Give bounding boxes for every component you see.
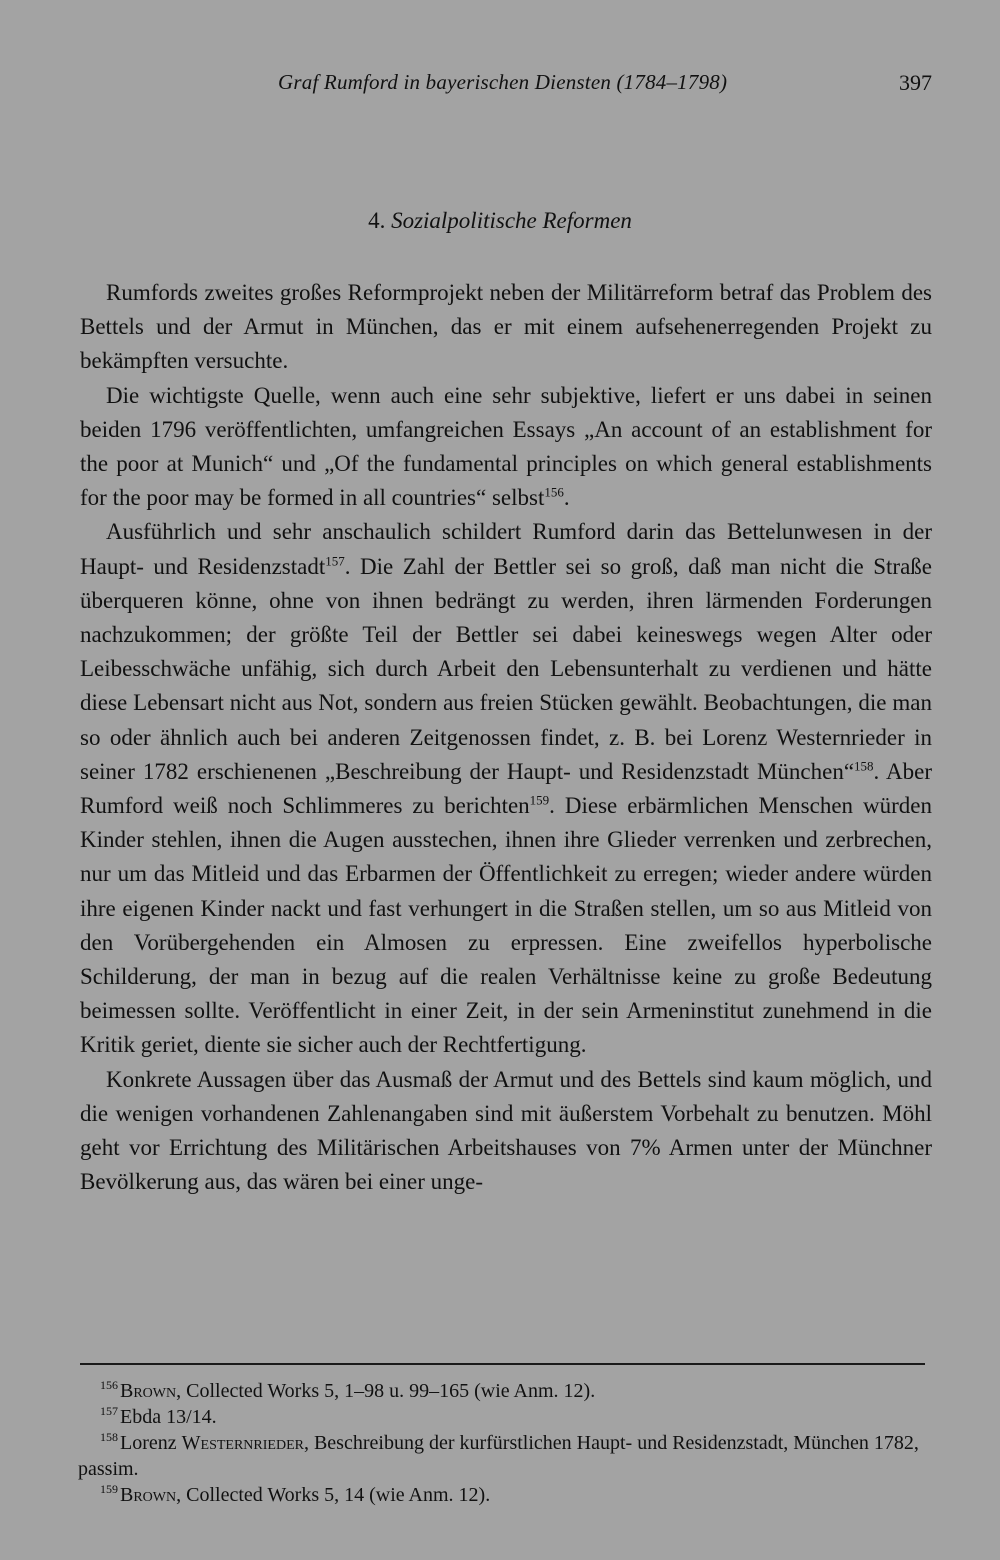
running-title: Graf Rumford in bayerischen Diensten (1784–1798) — [278, 70, 728, 94]
footnote-text: , Collected Works 5, 14 (wie Anm. 12). — [176, 1484, 491, 1506]
footnote-author: Brown — [120, 1380, 177, 1402]
footnote-author: Westernrieder — [181, 1432, 304, 1454]
footnote-ref[interactable]: 156 — [544, 484, 564, 500]
paragraph-text: Die wichtigste Quelle, wenn auch eine sehr subjektive, liefert er uns dabei in seinen beiden 1796 veröffentlichten, umfangreichen Essays „An account of an establishment for the poor at Munich“ und „Of the fundamental principles on which general establishments for the poor may be formed in all countries“ selbst — [80, 382, 932, 511]
footnote-text: , Collected Works 5, 1–98 u. 99–165 (wie Anm. 12). — [176, 1380, 596, 1402]
footnote-text: Ebda 13/14. — [120, 1406, 217, 1428]
paragraph-text: . — [563, 485, 570, 511]
paragraph-text: . Die Zahl der Bettler sei so groß, daß man nicht die Straße überqueren könne, ohne von ihnen bedrängt zu werden, ihren lärmenden Forderungen nachzukommen; der größte Teil der Bettler sei dabei keineswegs wegen Alter oder Leibesschwäche unfähig, sich durch Arbeit den Lebensunterhalt zu verdienen und hätte diese Lebensart nicht aus Not, sondern aus freien Stücken gewählt. Beobachtungen, die man so oder ähnlich auch bei anderen Zeitgenossen findet, z. B. bei Lorenz Westernrieder in seiner 1782 erschienenen „Beschreibung der Haupt- und Residenzstadt München“ — [80, 553, 933, 784]
footnotes — [78, 1378, 934, 1508]
section-title: Sozialpolitische Reformen — [391, 208, 632, 233]
footnote-divider — [80, 1363, 925, 1365]
paragraph — [80, 515, 932, 1062]
section-heading — [0, 208, 1000, 234]
paragraph-text: Konkrete Aussagen über das Ausmaß der Armut und des Bettels sind kaum möglich, und die wenigen vorhandenen Zahlenangaben sind mit äußerstem Vorbehalt zu benutzen. Möhl geht vor Errichtung des Militärischen Arbeitshauses von 7% Armen unter der Münchner Bevölkerung aus, das wären bei einer unge- — [80, 1066, 932, 1195]
paragraph-text: Rumfords zweites großes Reformprojekt neben der Militärreform betraf das Problem des Bettels und der Armut in München, das er mit einem aufsehenerregenden Projekt zu bekämpften versuchte. — [80, 280, 932, 374]
paragraph-text: . Aber Rumford weiß noch Schlimmeres zu berichten — [80, 758, 932, 819]
paragraph — [80, 379, 932, 516]
footnote-author: Brown — [120, 1484, 177, 1506]
page-header — [0, 70, 1000, 106]
paragraph-text: Ausführlich und sehr anschaulich schildert Rumford darin das Bettelunwesen in der Haupt- und Residenzstadt — [80, 519, 932, 579]
footnote: 158 Lorenz Westernrieder, Beschreibung der kurfürstlichen Haupt- und Residenzstadt, München 1782, passim. — [78, 1430, 919, 1480]
footnote-ref[interactable]: 158 — [854, 758, 874, 774]
footnote-ref[interactable]: 159 — [529, 792, 550, 808]
page-number: 397 — [899, 70, 932, 95]
footnote-prefix: Lorenz — [120, 1432, 182, 1454]
paragraph — [80, 276, 932, 379]
footnote-ref[interactable]: 157 — [325, 552, 345, 568]
paragraph — [80, 1063, 932, 1200]
footnote: 157 Ebda 13/14. — [100, 1404, 217, 1428]
body-text — [80, 276, 932, 1199]
section-number: 4. — [368, 208, 386, 233]
footnote-text: , Beschreibung der kurfürstlichen Haupt- und Residenzstadt, München 1782, passim. — [78, 1432, 919, 1480]
footnote: 156 Brown, Collected Works 5, 1–98 u. 99–165 (wie Anm. 12). — [100, 1378, 596, 1402]
paragraph-text: . Diese erbärmlichen Menschen würden Kinder stehlen, ihnen die Augen ausstechen, ihnen ihre Glieder verrenken und zerbrechen, nur um das Mitleid und das Erbarmen der Öffentlichkeit zu erregen; wieder andere würden ihre eigenen Kinder nackt und fast verhungert in die Straßen stellen, um so aus Mitleid von den Vorübergehenden ein Almosen zu erpressen. Eine zweifellos hyperbolische Schilderung, der man in bezug auf die realen Verhältnisse keine zu große Bedeutung beimessen sollte. Veröffentlicht in einer Zeit, in der sein Armeninstitut zunehmend in die Kritik geriet, diente sie sicher auch der Rechtfertigung. — [80, 793, 932, 1058]
footnote: 159 Brown, Collected Works 5, 14 (wie Anm. 12). — [100, 1482, 491, 1506]
